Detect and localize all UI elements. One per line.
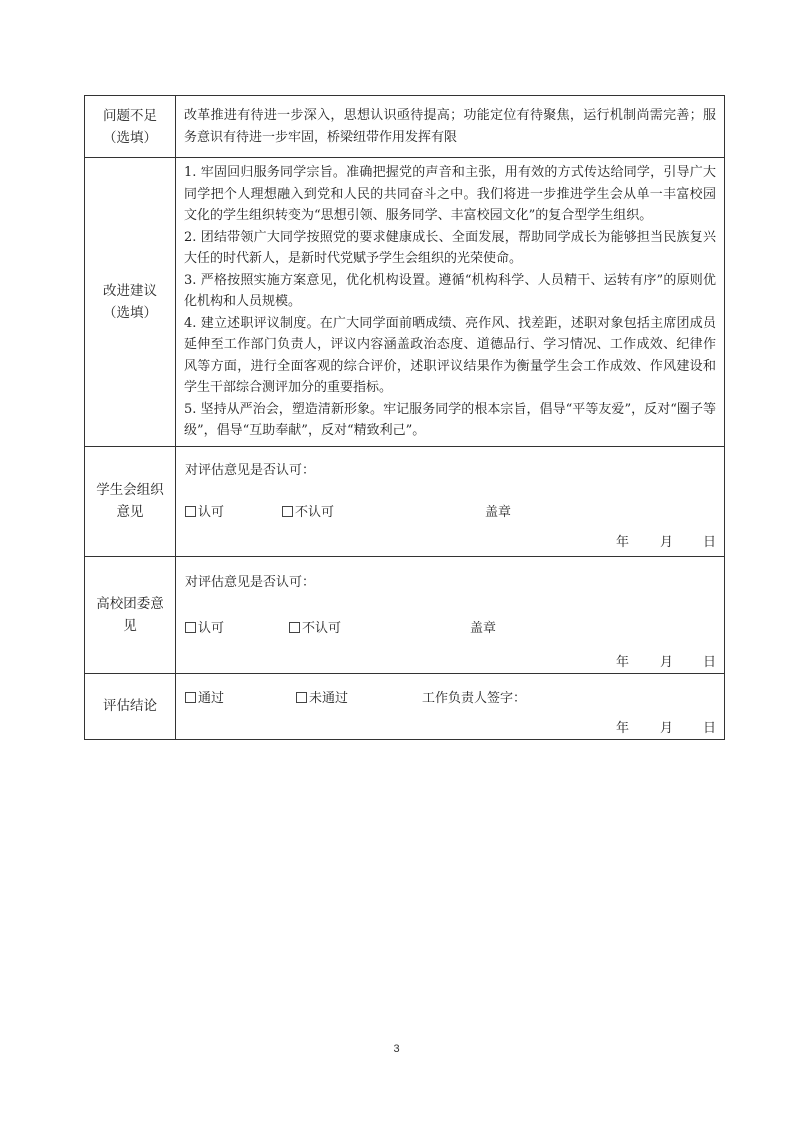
- conclusion-pass-option[interactable]: [185, 687, 224, 706]
- checkbox-icon[interactable]: [289, 622, 300, 633]
- youth-league-date-year: 年: [616, 654, 630, 670]
- student-union-disapprove-option[interactable]: [282, 501, 334, 520]
- student-union-label: 学生会组织: [96, 482, 164, 498]
- suggestions-row: [85, 158, 725, 447]
- conclusion-date-year: 年: [616, 720, 630, 736]
- conclusion-row: [85, 673, 725, 739]
- youth-league-date-day: 日: [703, 654, 717, 670]
- student-union-date-year: 年: [616, 534, 630, 550]
- suggestions-content-cell: [176, 158, 725, 447]
- youth-league-date-month: 月: [660, 654, 674, 670]
- problems-label-cell: [85, 96, 176, 158]
- conclusion-pass-label: 通过: [198, 690, 225, 706]
- page-number: 3: [393, 1043, 400, 1055]
- conclusion-label: 评估结论: [103, 698, 157, 714]
- checkbox-icon[interactable]: [296, 692, 307, 703]
- student-union-label-cell: [85, 446, 176, 556]
- problems-label-optional: （选填）: [103, 129, 157, 146]
- youth-league-seal-label: 盖章: [470, 620, 497, 636]
- youth-league-disapprove-label: 不认可: [302, 620, 342, 636]
- problems-text: 改革推进有待进一步深入，思想认识亟待提高；功能定位有待聚焦，运行机制尚需完善；服务意识有待进一步牢固，桥梁纽带作用发挥有限: [184, 108, 716, 145]
- youth-league-opinion-cell: [176, 556, 725, 673]
- suggestion-item-1: 1. 牢固回归服务同学宗旨。准确把握党的声音和主张，用有效的方式传达给同学，引导广大同学把个人理想融入到党和人民的共同奋斗之中。我们将进一步推进学生会从单一丰富校园文化的学生组织转变为“思想引领、服务同学、丰富校园文化”的复合型学生组织。: [184, 165, 716, 223]
- problems-content-cell: [176, 96, 725, 158]
- evaluation-form-table: [84, 95, 725, 740]
- suggestion-item-3: 3. 严格按照实施方案意见，优化机构设置。遵循“机构科学、人员精干、运转有序”的原则优化机构和人员规模。: [184, 272, 716, 309]
- youth-league-approve-label: 认可: [198, 620, 225, 636]
- youth-league-label: 高校团委意: [96, 595, 164, 612]
- conclusion-signature-label: 工作负责人签字：: [422, 690, 527, 706]
- checkbox-icon[interactable]: [282, 506, 293, 517]
- student-union-disapprove-label: 不认可: [295, 504, 335, 520]
- youth-league-label-cell: [85, 556, 176, 673]
- student-union-seal-label: 盖章: [485, 504, 512, 520]
- student-union-date-day: 日: [703, 534, 717, 550]
- youth-league-approve-option[interactable]: [185, 617, 224, 636]
- suggestions-label-cell: [85, 158, 176, 447]
- student-union-row: [85, 446, 725, 556]
- youth-league-disapprove-option[interactable]: [289, 617, 341, 636]
- youth-league-label-line2: 见: [123, 617, 137, 634]
- conclusion-date-month: 月: [660, 720, 674, 736]
- suggestion-item-4: 4. 建立述职评议制度。在广大同学面前晒成绩、亮作风、找差距，述职对象包括主席团成员延伸至工作部门负责人，评议内容涵盖政治态度、道德品行、学习情况、工作成效、纪律作风等方面，进行全面客观的综合评价，述职评议结果作为衡量学生会工作成效、作风建设和学生干部综合测评加分的重要指标。: [184, 315, 716, 395]
- youth-league-row: [85, 556, 725, 673]
- conclusion-fail-option[interactable]: [296, 687, 348, 706]
- checkbox-icon[interactable]: [185, 506, 196, 517]
- conclusion-date-day: 日: [703, 720, 717, 736]
- student-union-approve-option[interactable]: [185, 501, 224, 520]
- checkbox-icon[interactable]: [185, 692, 196, 703]
- suggestion-item-2: 2. 团结带领广大同学按照党的要求健康成长、全面发展，帮助同学成长为能够担当民族复兴大任的时代新人，是新时代党赋予学生会组织的光荣使命。: [184, 229, 716, 266]
- suggestions-label: 改进建议: [103, 282, 157, 299]
- conclusion-cell: [176, 673, 725, 739]
- student-union-approve-label: 认可: [198, 504, 225, 520]
- student-union-opinion-cell: [176, 446, 725, 556]
- checkbox-icon[interactable]: [185, 622, 196, 633]
- student-union-prompt: 对评估意见是否认可：: [185, 462, 316, 478]
- youth-league-prompt: 对评估意见是否认可：: [185, 574, 316, 590]
- conclusion-fail-label: 未通过: [309, 690, 349, 706]
- suggestion-item-5: 5. 坚持从严治会，塑造清新形象。牢记服务同学的根本宗旨，倡导“平等友爱”，反对“圈子等级”，倡导“互助奉献”，反对“精致利己”。: [184, 401, 716, 438]
- suggestions-label-optional: （选填）: [103, 304, 157, 321]
- conclusion-label-cell: [85, 673, 176, 739]
- student-union-label-line2: 意见: [116, 504, 144, 520]
- problems-label: 问题不足: [103, 107, 157, 124]
- student-union-date-month: 月: [660, 534, 674, 550]
- problems-row: [85, 96, 725, 158]
